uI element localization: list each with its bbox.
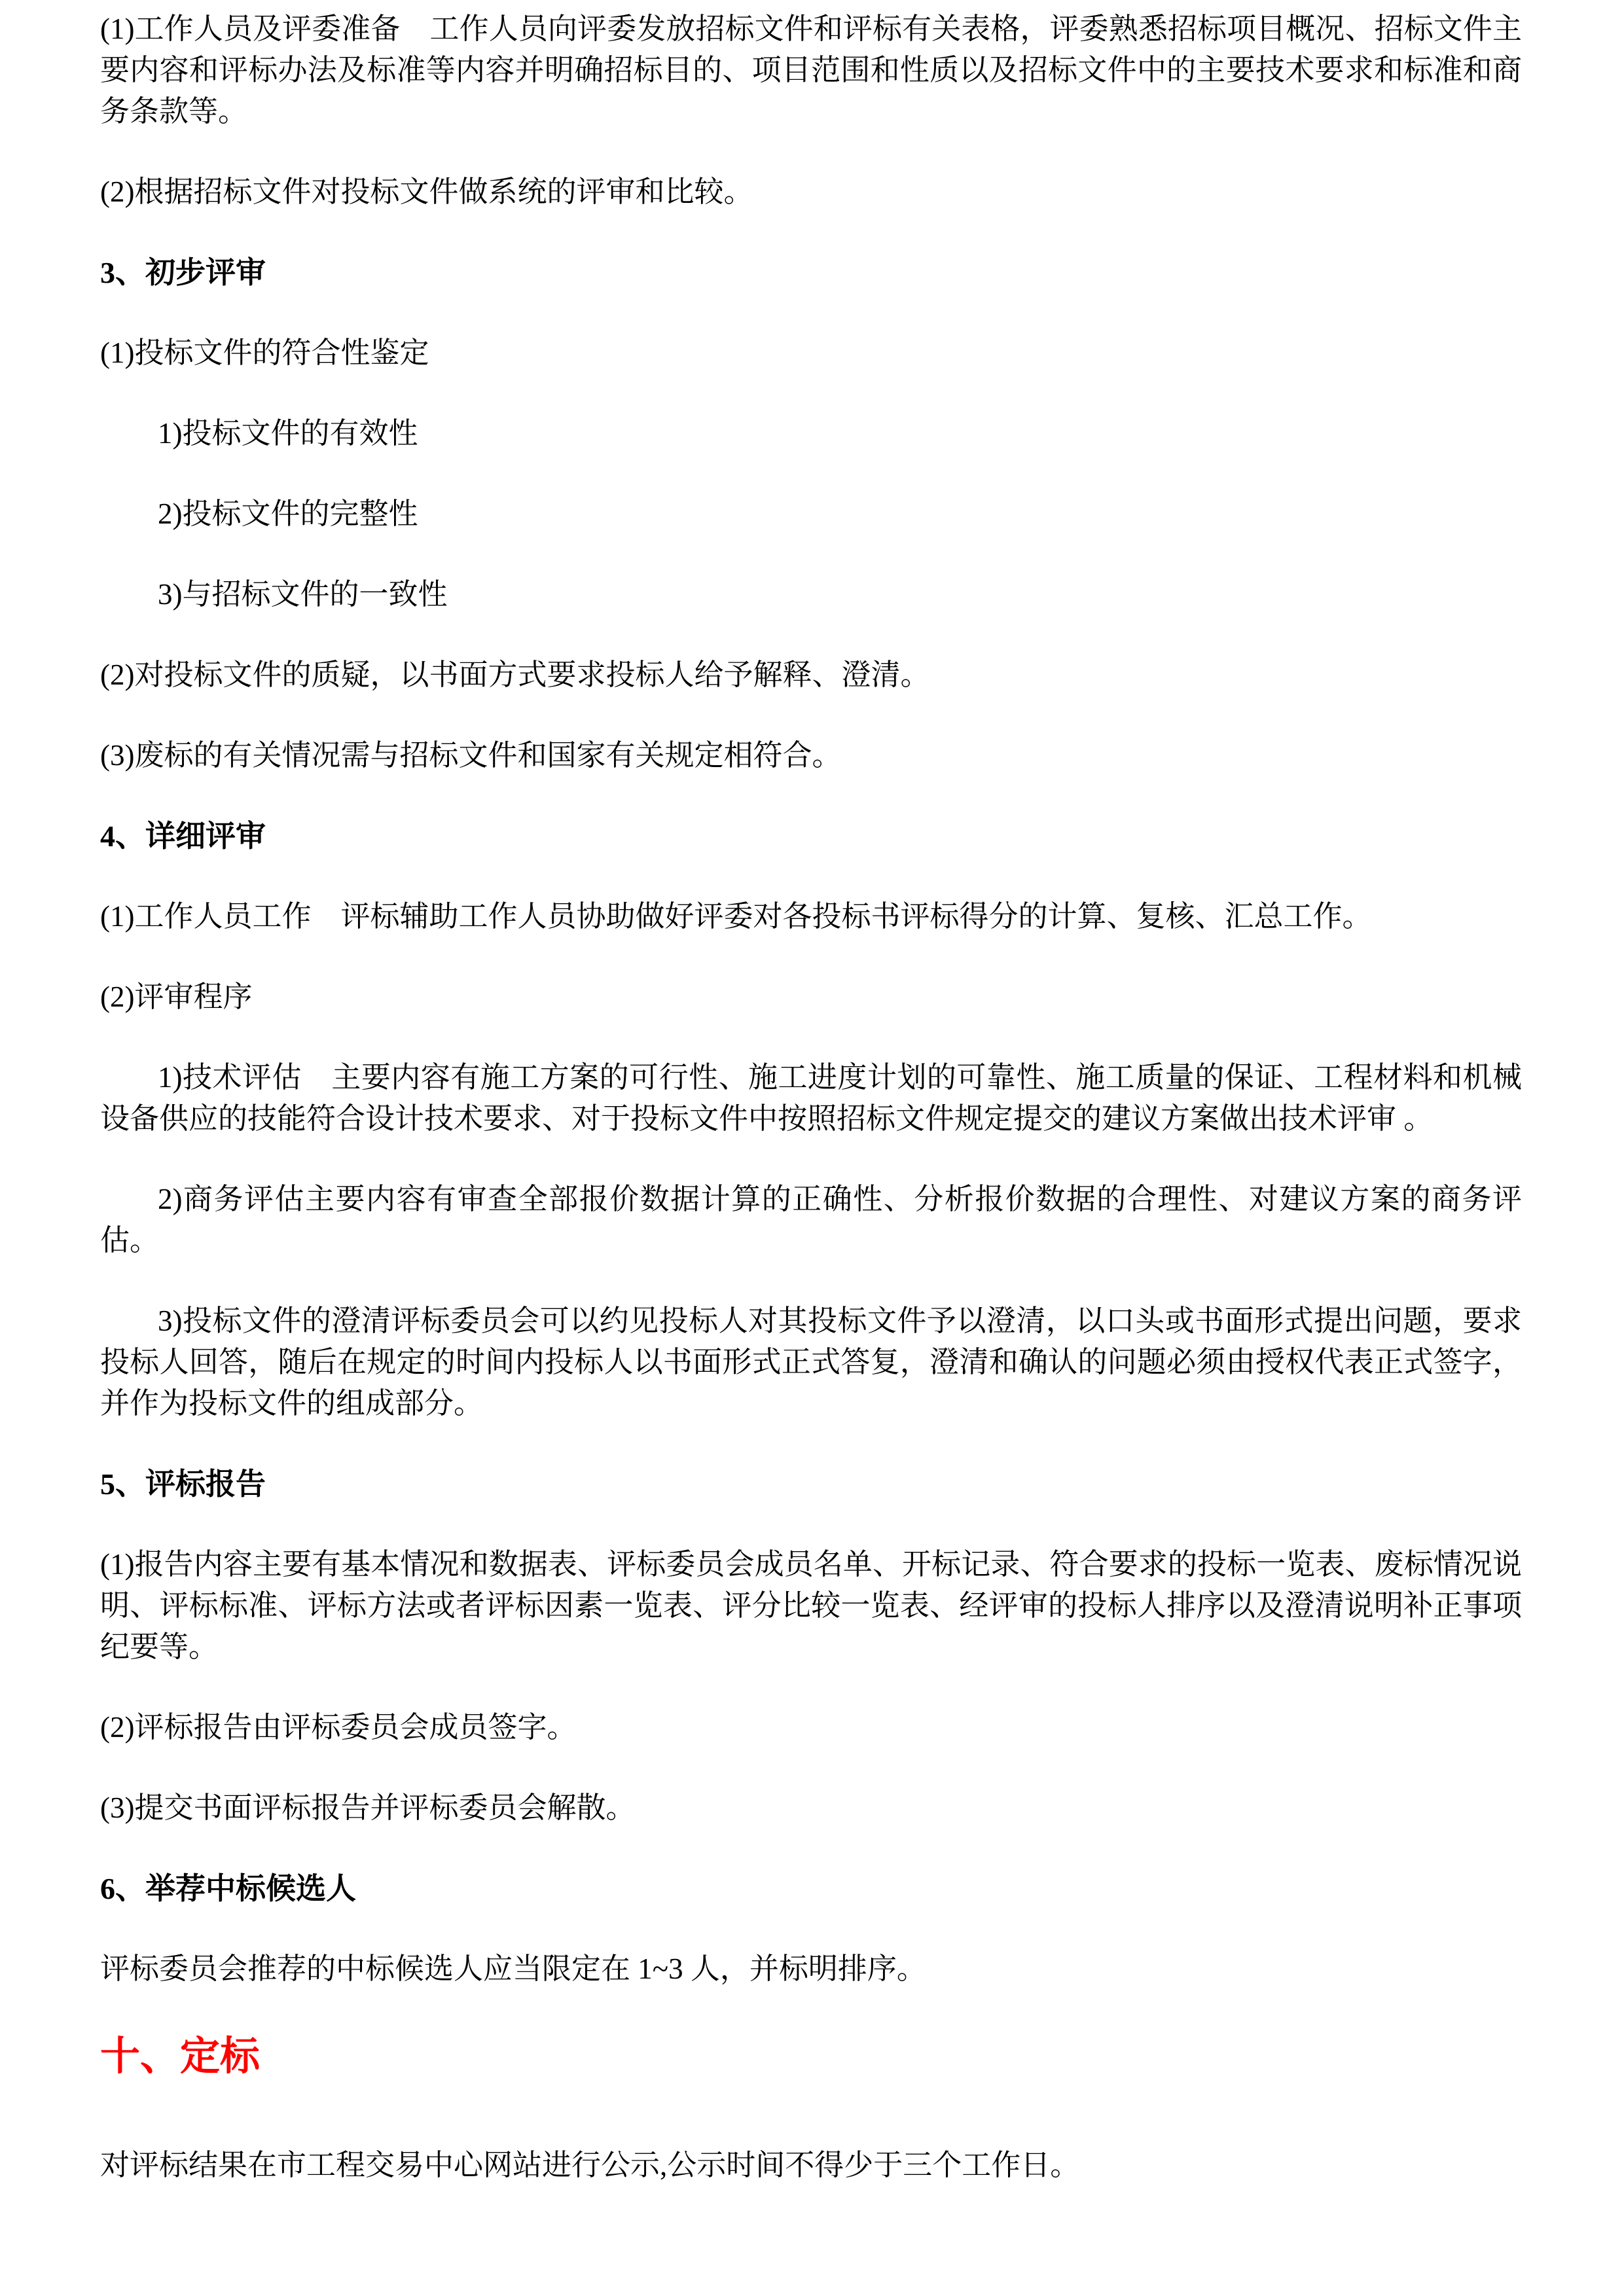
list-subitem: 3)与招标文件的一致性 bbox=[158, 578, 448, 611]
section-heading: 3、初步评审 bbox=[100, 256, 266, 289]
body-paragraph: (1)工作人员工作 评标辅助工作人员协助做好评委对各投标书评标得分的计算、复核、汇总工作。 bbox=[100, 900, 1372, 933]
body-paragraph: (2)对投标文件的质疑，以书面方式要求投标人给予解释、澄清。 bbox=[100, 658, 930, 691]
list-subitem: 2)商务评估主要内容有审查全部报价数据计算的正确性、分析报价数据的合理性、对建议方案的商务评估。 bbox=[100, 1183, 1522, 1257]
body-paragraph: (2)评标报告由评标委员会成员签字。 bbox=[100, 1711, 577, 1744]
body-paragraph: (2)评审程序 bbox=[100, 980, 253, 1013]
body-paragraph: (1)报告内容主要有基本情况和数据表、评标委员会成员名单、开标记录、符合要求的投标一览表、废标情况说明、评标标准、评标方法或者评标因素一览表、评分比较一览表、经评审的投标人排序以及澄清说明补正事项纪要等。 bbox=[100, 1548, 1522, 1663]
list-subitem: 1)投标文件的有效性 bbox=[158, 417, 418, 450]
chapter-heading-red: 十、定标 bbox=[100, 2035, 261, 2079]
section-heading: 4、详细评审 bbox=[100, 819, 266, 853]
body-paragraph: (3)提交书面评标报告并评标委员会解散。 bbox=[100, 1791, 636, 1824]
body-paragraph: 对评标结果在市工程交易中心网站进行公示,公示时间不得少于三个工作日。 bbox=[100, 2149, 1080, 2181]
list-subitem: 3)投标文件的澄清评标委员会可以约见投标人对其投标文件予以澄清，以口头或书面形式提出问题，要求投标人回答，随后在规定的时间内投标人以书面形式正式答复，澄清和确认的问题必须由授权代表正式签字，并作为投标文件的组成部分。 bbox=[100, 1304, 1522, 1420]
section-heading: 5、评标报告 bbox=[100, 1467, 266, 1501]
body-paragraph: (2)根据招标文件对投标文件做系统的评审和比较。 bbox=[100, 175, 753, 208]
body-paragraph: (1)工作人员及评委准备 工作人员向评委发放招标文件和评标有关表格，评委熟悉招标项目概况、招标文件主要内容和评标办法及标准等内容并明确招标目的、项目范围和性质以及招标文件中的主要技术要求和标准和商务条款等。 bbox=[100, 12, 1522, 128]
body-paragraph: 评标委员会推荐的中标候选人应当限定在 1~3 人，并标明排序。 bbox=[100, 1952, 926, 1985]
list-subitem: 2)投标文件的完整性 bbox=[158, 497, 418, 530]
body-paragraph: (1)投标文件的符合性鉴定 bbox=[100, 336, 429, 369]
list-subitem: 1)技术评估 主要内容有施工方案的可行性、施工进度计划的可靠性、施工质量的保证、工程材料和机械设备供应的技能符合设计技术要求、对于投标文件中按照招标文件规定提交的建议方案做出技术评审 。 bbox=[100, 1061, 1522, 1135]
section-heading: 6、举荐中标候选人 bbox=[100, 1872, 356, 1905]
body-paragraph: (3)废标的有关情况需与招标文件和国家有关规定相符合。 bbox=[100, 739, 842, 772]
